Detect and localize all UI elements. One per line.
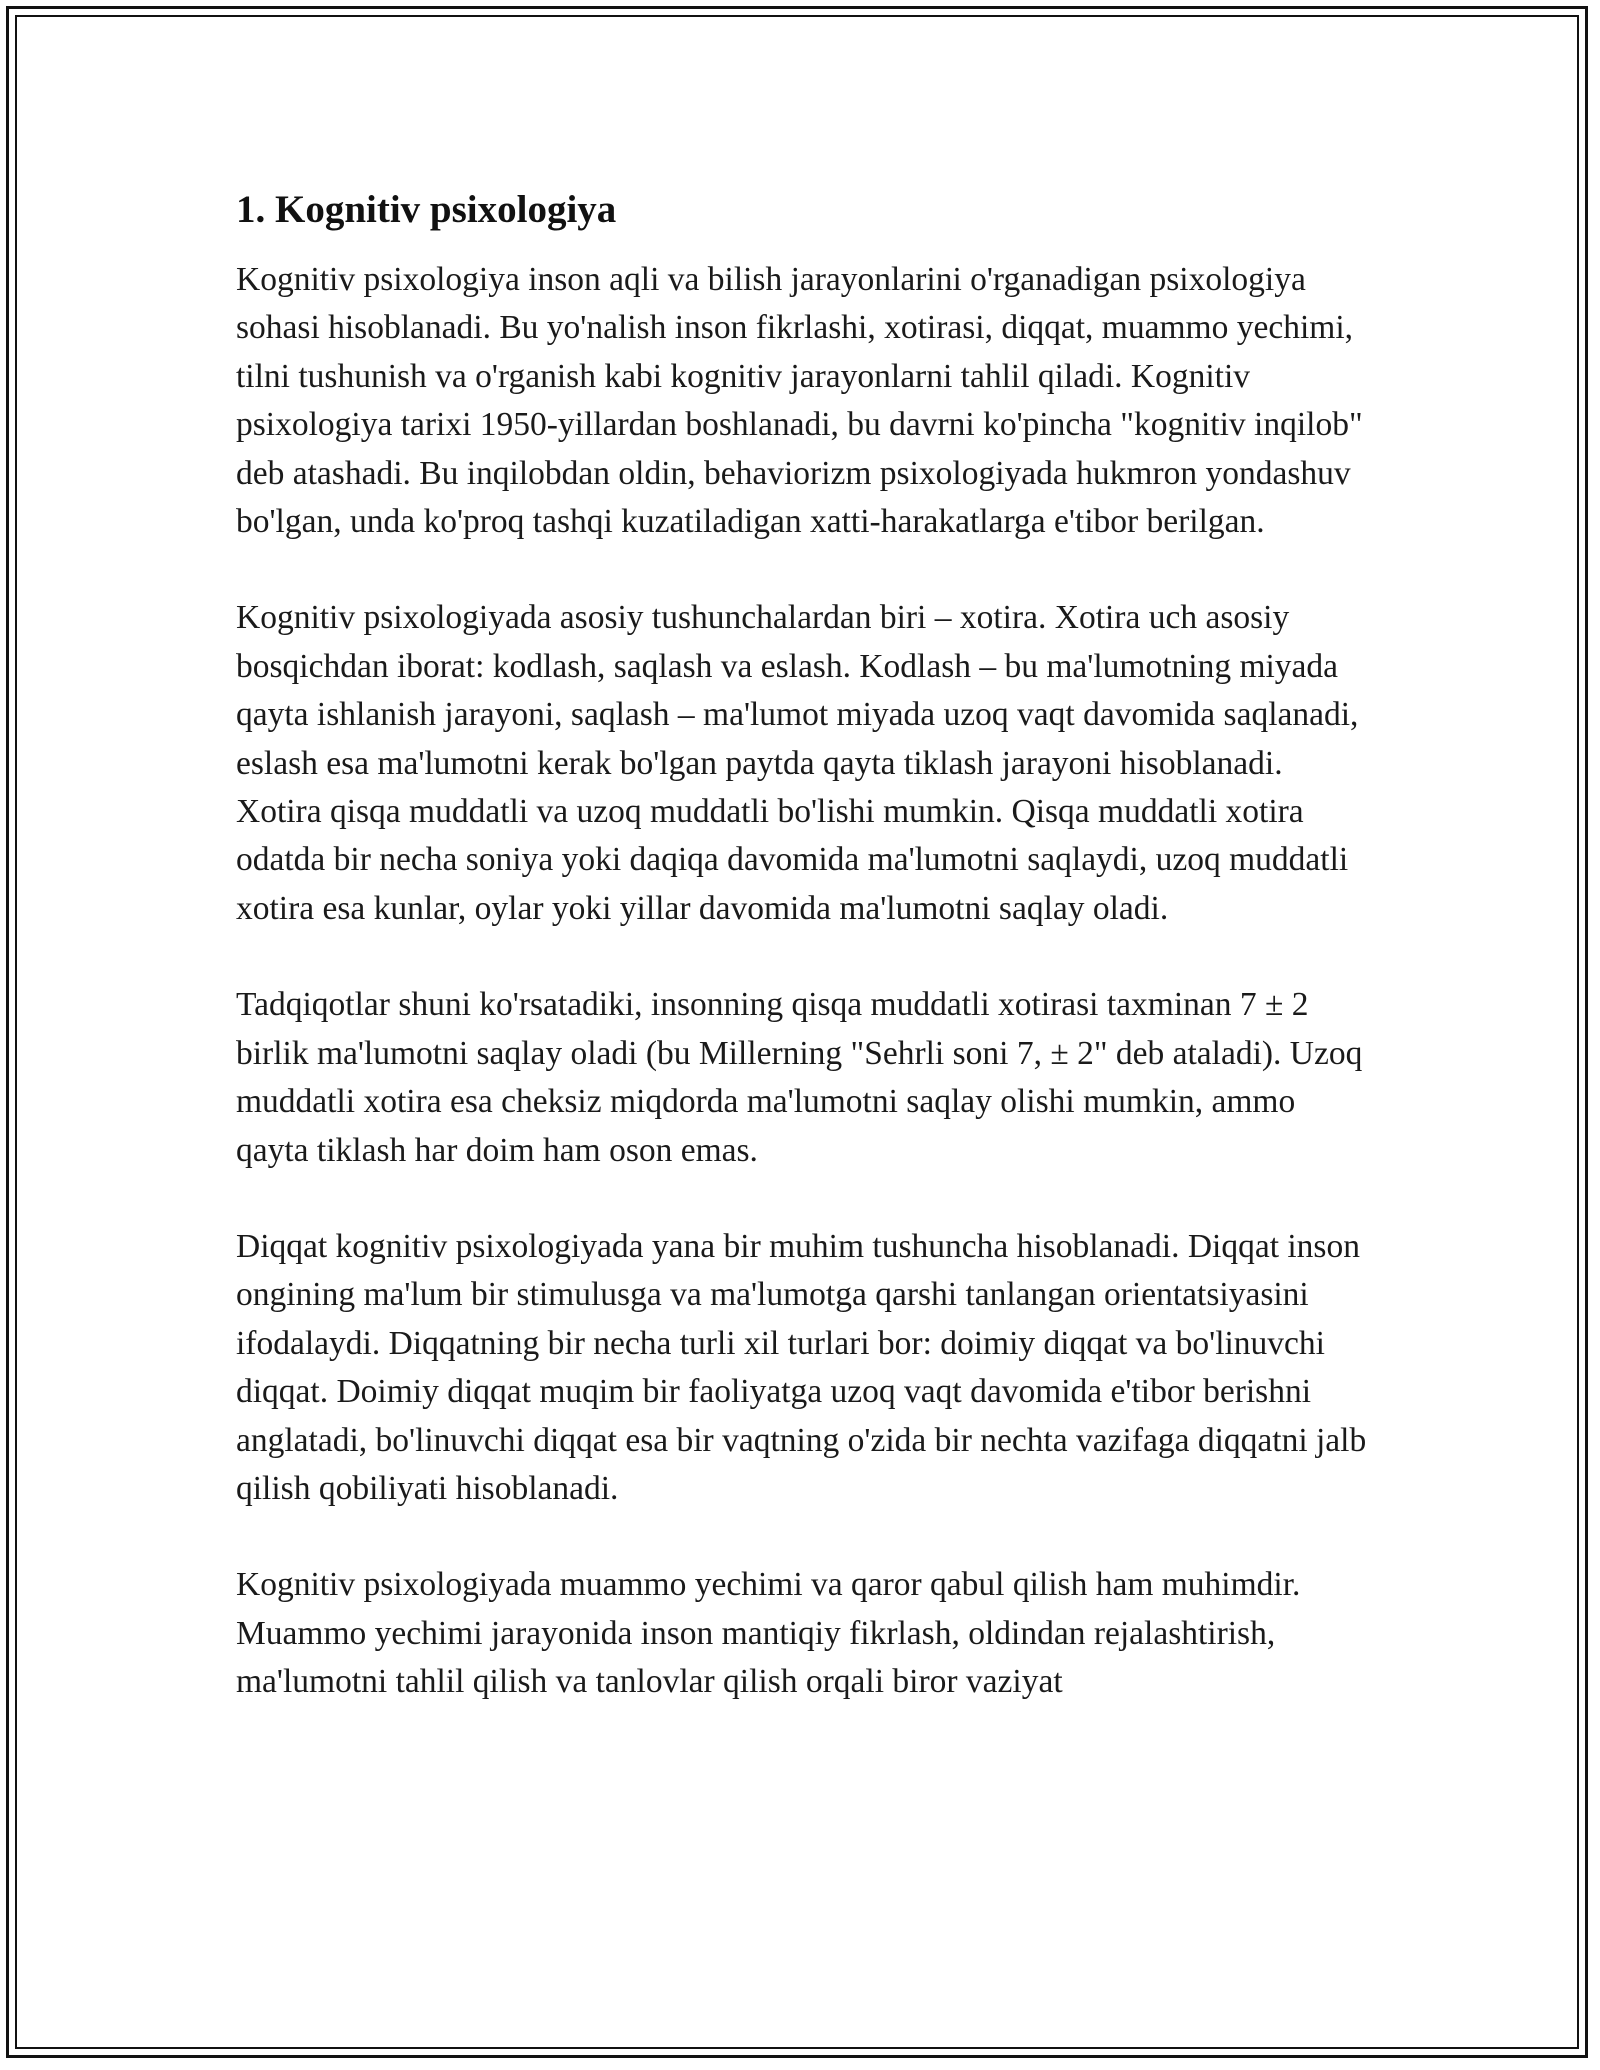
paragraph-1: Kognitiv psixologiya inson aqli va bilish jarayonlarini o'rganadigan psixologiya sohasi hisoblanadi. Bu yo'nalish inson fikrlashi, xotirasi, diqqat, muammo yechimi, tilni tushunish va o'rganish kabi kognitiv jarayonlarni tahlil qiladi. Kognitiv psixologiya tarixi 1950-yillardan boshlanadi, bu davrni ko'pincha "kognitiv inqilob" deb atashadi. Bu inqilobdan oldin, behaviorizm psixologiyada hukmron yondashuv bo'lgan, unda ko'proq tashqi kuzatiladigan xatti-harakatlarga e'tibor berilgan.: [236, 261, 1363, 541]
paragraph-5: Kognitiv psixologiyada muammo yechimi va qaror qabul qilish ham muhimdir. Muammo yechimi jarayonida inson mantiqiy fikrlash, oldindan rejalashtirish, ma'lumotni tahlil qilish va tanlovlar qilish orqali biror vaziyat: [236, 1566, 1301, 1701]
paragraph-2: Kognitiv psixologiyada asosiy tushunchalardan biri – xotira. Xotira uch asosiy bosqichdan iborat: kodlash, saqlash va eslash. Kodlash – bu ma'lumotning miyada qayta ishlanish jarayoni, saqlash – ma'lumot miyada uzoq vaqt davomida saqlanadi, eslash esa ma'lumotni kerak bo'lgan paytda qayta tiklash jarayoni hisoblanadi. Xotira qisqa muddatli va uzoq muddatli bo'lishi mumkin. Qisqa muddatli xotira odatda bir necha soniya yoki daqiqa davomida ma'lumotni saqlaydi, uzoq muddatli xotira esa kunlar, oylar yoki yillar davomida ma'lumotni saqlay oladi.: [236, 599, 1359, 927]
paragraph-4: Diqqat kognitiv psixologiyada yana bir muhim tushuncha hisoblanadi. Diqqat inson ongining ma'lum bir stimulusga va ma'lumotga qarshi tanlangan orientatsiyasini ifodalaydi. Diqqatning bir necha turli xil turlari bor: doimiy diqqat va bo'linuvchi diqqat. Doimiy diqqat muqim bir faoliyatga uzoq vaqt davomida e'tibor berishni anglatadi, bo'linuvchi diqqat esa bir vaqtning o'zida bir nechta vazifaga diqqatni jalb qilish qobiliyati hisoblanadi.: [236, 1227, 1367, 1507]
section-heading: 1. Kognitiv psixologiya: [236, 188, 617, 231]
paragraph-3: Tadqiqotlar shuni ko'rsatadiki, insonning qisqa muddatli xotirasi taxminan 7 ± 2 birlik ma'lumotni saqlay oladi (bu Millerning "Sehrli soni 7, ± 2" deb ataladi). Uzoq muddatli xotira esa cheksiz miqdorda ma'lumotni saqlay olishi mumkin, ammo qayta tiklash har doim ham oson emas.: [236, 986, 1363, 1169]
document-body: [236, 186, 1376, 1755]
